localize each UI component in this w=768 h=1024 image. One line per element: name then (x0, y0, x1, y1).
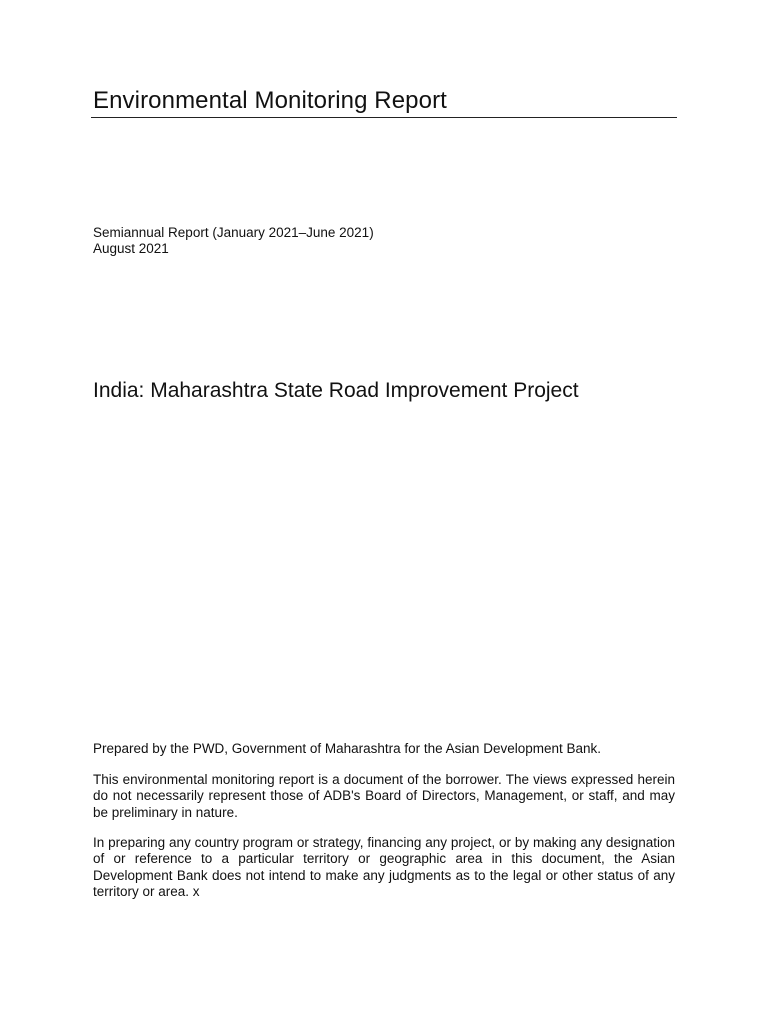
designation-paragraph: In preparing any country program or strategy, financing any project, or by making any designation of or reference to a particular territory or geographic area in this document, the Asian Development Bank does not intend to make any judgments as to the legal or other status of any territory or area. x (93, 835, 675, 899)
project-title: India: Maharashtra State Road Improvement Project (93, 379, 579, 402)
report-type: Semiannual Report (January 2021–June 2021) (93, 225, 374, 240)
report-meta (93, 225, 374, 257)
report-date: August 2021 (93, 241, 169, 256)
disclaimer-paragraph: This environmental monitoring report is a document of the borrower. The views expressed herein do not necessarily represent those of ADB's Board of Directors, Management, or staff, and may be preliminary in nature. (93, 772, 675, 820)
document-title: Environmental Monitoring Report (93, 87, 447, 114)
title-underline (91, 117, 677, 118)
prepared-by-text: Prepared by the PWD, Government of Maharashtra for the Asian Development Bank. (93, 741, 602, 756)
